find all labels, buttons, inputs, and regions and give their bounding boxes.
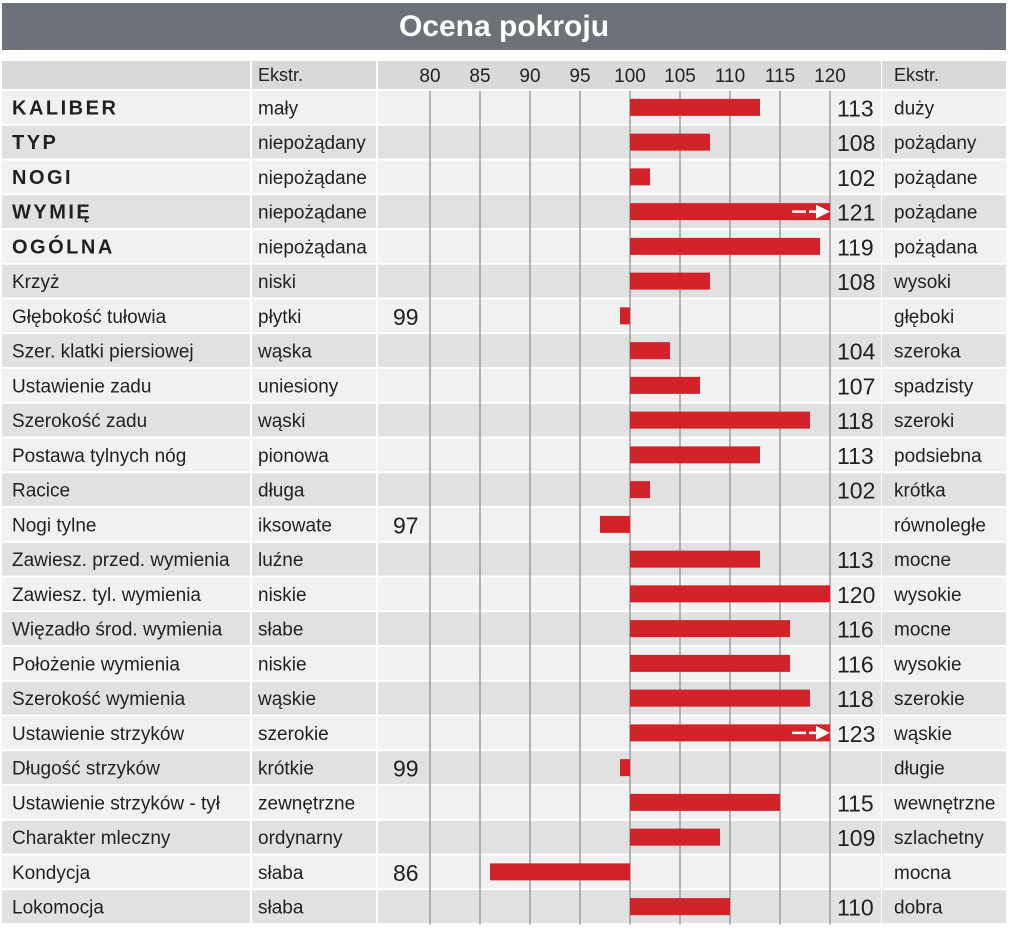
row-high-extreme: szerokie bbox=[894, 689, 965, 711]
row-low-extreme: długa bbox=[258, 480, 305, 502]
row-low-extreme: wąskie bbox=[258, 689, 317, 711]
row-high-extreme: mocne bbox=[894, 550, 952, 572]
row-low-extreme: niepożądany bbox=[258, 133, 366, 155]
row-high-extreme: szeroka bbox=[894, 341, 961, 363]
tick-label: 110 bbox=[714, 66, 746, 87]
row-low-extreme: słaba bbox=[258, 862, 304, 884]
row-high-extreme: pożądane bbox=[894, 202, 978, 224]
row-low-extreme: krótkie bbox=[258, 758, 314, 780]
row-high-extreme: pożądany bbox=[894, 133, 977, 155]
value-label: 86 bbox=[393, 859, 419, 886]
row-low-extreme: słabe bbox=[258, 619, 304, 641]
value-label: 115 bbox=[837, 790, 874, 817]
bar bbox=[630, 655, 790, 672]
row-low-extreme: mały bbox=[258, 98, 299, 120]
row-high-extreme: dobra bbox=[894, 897, 943, 919]
bar bbox=[630, 99, 760, 116]
row-low-extreme: niski bbox=[258, 272, 297, 294]
row-high-extreme: pożądane bbox=[894, 167, 978, 189]
bar bbox=[490, 863, 630, 880]
row-label: Racice bbox=[12, 480, 71, 502]
bar bbox=[630, 168, 650, 185]
row-label: Nogi tylne bbox=[12, 515, 97, 537]
row-label: Postawa tylnych nóg bbox=[12, 445, 187, 467]
value-label: 104 bbox=[837, 338, 876, 365]
row-low-extreme: luźne bbox=[258, 550, 304, 572]
row-high-extreme: głęboki bbox=[894, 306, 955, 328]
bar bbox=[630, 377, 700, 394]
value-label: 110 bbox=[837, 894, 874, 921]
row-high-extreme: pożądana bbox=[894, 237, 978, 259]
row-label: Szer. klatki piersiowej bbox=[12, 341, 194, 363]
row-high-extreme: wysoki bbox=[894, 272, 952, 294]
row-low-extreme: niepożądane bbox=[258, 167, 367, 189]
row-low-extreme: niskie bbox=[258, 654, 307, 676]
bar bbox=[630, 273, 710, 290]
row-high-extreme: wysokie bbox=[894, 584, 962, 606]
row-label: Zawiesz. tyl. wymienia bbox=[12, 584, 201, 606]
row-label: TYP bbox=[12, 132, 59, 155]
tick-label: 80 bbox=[419, 66, 441, 87]
bar bbox=[630, 238, 820, 255]
row-label: Ustawienie zadu bbox=[12, 376, 152, 398]
row-low-extreme: ordynarny bbox=[258, 828, 343, 850]
bar bbox=[630, 446, 760, 463]
bar bbox=[630, 829, 720, 846]
tick-label: 95 bbox=[569, 66, 591, 87]
row-label: Szerokość wymienia bbox=[12, 689, 186, 711]
row-low-extreme: wąski bbox=[258, 411, 306, 433]
header-cell-label bbox=[2, 61, 250, 89]
row-label: Głębokość tułowia bbox=[12, 306, 167, 328]
value-label: 118 bbox=[837, 686, 874, 713]
value-label: 121 bbox=[837, 199, 876, 226]
row-high-extreme: spadzisty bbox=[894, 376, 974, 398]
row-label: Szerokość zadu bbox=[12, 411, 148, 433]
bar bbox=[630, 551, 760, 568]
row-label: Więzadło środ. wymienia bbox=[12, 619, 223, 641]
value-label: 118 bbox=[837, 408, 874, 435]
bar bbox=[630, 585, 830, 602]
row-high-extreme: szeroki bbox=[894, 411, 955, 433]
row-low-extreme: słaba bbox=[258, 897, 304, 919]
value-label: 123 bbox=[837, 720, 876, 747]
row-high-extreme: wysokie bbox=[894, 654, 962, 676]
value-label: 109 bbox=[837, 825, 876, 852]
value-label: 113 bbox=[837, 95, 874, 122]
row-high-extreme: duży bbox=[894, 98, 935, 120]
row-high-extreme: długie bbox=[894, 758, 945, 780]
row-high-extreme: wąskie bbox=[894, 723, 953, 745]
value-label: 113 bbox=[837, 442, 874, 469]
row-high-extreme: wewnętrzne bbox=[894, 793, 996, 815]
value-label: 108 bbox=[837, 130, 876, 157]
row-label: Ustawienie strzyków bbox=[12, 723, 185, 745]
row-label: KALIBER bbox=[12, 97, 119, 120]
value-label: 97 bbox=[393, 512, 419, 539]
tick-label: 100 bbox=[614, 66, 646, 87]
row-low-extreme: wąska bbox=[258, 341, 312, 363]
row-label: Charakter mleczny bbox=[12, 828, 171, 850]
row-label: Krzyż bbox=[12, 272, 60, 294]
row-low-extreme: płytki bbox=[258, 306, 302, 328]
header-right-extreme: Ekstr. bbox=[894, 65, 940, 85]
value-label: 107 bbox=[837, 373, 876, 400]
value-label: 116 bbox=[837, 651, 874, 678]
bar bbox=[630, 481, 650, 498]
row-low-extreme: niepożądane bbox=[258, 202, 367, 224]
value-label: 99 bbox=[393, 755, 419, 782]
header-left-extreme: Ekstr. bbox=[258, 65, 304, 85]
row-low-extreme: szerokie bbox=[258, 723, 329, 745]
tick-label: 120 bbox=[814, 66, 846, 87]
value-label: 116 bbox=[837, 616, 874, 643]
bar bbox=[620, 307, 630, 324]
row-label: Lokomocja bbox=[12, 897, 104, 919]
row-label: Ustawienie strzyków - tył bbox=[12, 793, 220, 815]
bar bbox=[630, 134, 710, 151]
row-high-extreme: podsiebna bbox=[894, 445, 982, 467]
row-low-extreme: niskie bbox=[258, 584, 307, 606]
row-label: OGÓLNA bbox=[12, 236, 115, 259]
value-label: 120 bbox=[837, 581, 876, 608]
row-low-extreme: pionowa bbox=[258, 445, 329, 467]
bar bbox=[620, 759, 630, 776]
bar bbox=[630, 898, 730, 915]
chart-title: Ocena pokroju bbox=[398, 10, 610, 43]
value-label: 99 bbox=[393, 303, 419, 330]
value-label: 113 bbox=[837, 547, 874, 574]
value-label: 102 bbox=[837, 164, 876, 191]
bar bbox=[630, 794, 780, 811]
value-label: 119 bbox=[837, 234, 874, 261]
row-label: NOGI bbox=[12, 166, 74, 189]
bar bbox=[630, 412, 810, 429]
row-low-extreme: iksowate bbox=[258, 515, 332, 537]
tick-label: 105 bbox=[664, 66, 696, 87]
row-label: Położenie wymienia bbox=[12, 654, 180, 676]
row-low-extreme: uniesiony bbox=[258, 376, 339, 398]
row-high-extreme: mocne bbox=[894, 619, 952, 641]
tick-label: 115 bbox=[764, 66, 796, 87]
value-label: 108 bbox=[837, 269, 876, 296]
row-label: Długość strzyków bbox=[12, 758, 160, 780]
row-high-extreme: mocna bbox=[894, 862, 952, 884]
bar bbox=[630, 690, 810, 707]
row-low-extreme: zewnętrzne bbox=[258, 793, 356, 815]
row-low-extreme: niepożądana bbox=[258, 237, 367, 259]
row-high-extreme: równoległe bbox=[894, 515, 986, 537]
row-high-extreme: krótka bbox=[894, 480, 946, 502]
bar bbox=[630, 342, 670, 359]
bar bbox=[600, 516, 630, 533]
row-high-extreme: szlachetny bbox=[894, 828, 984, 850]
row-label: WYMIĘ bbox=[12, 201, 93, 224]
row-label: Zawiesz. przed. wymienia bbox=[12, 550, 230, 572]
tick-label: 85 bbox=[469, 66, 491, 87]
value-label: 102 bbox=[837, 477, 876, 504]
bar bbox=[630, 620, 790, 637]
tick-label: 90 bbox=[519, 66, 541, 87]
row-label: Kondycja bbox=[12, 862, 91, 884]
